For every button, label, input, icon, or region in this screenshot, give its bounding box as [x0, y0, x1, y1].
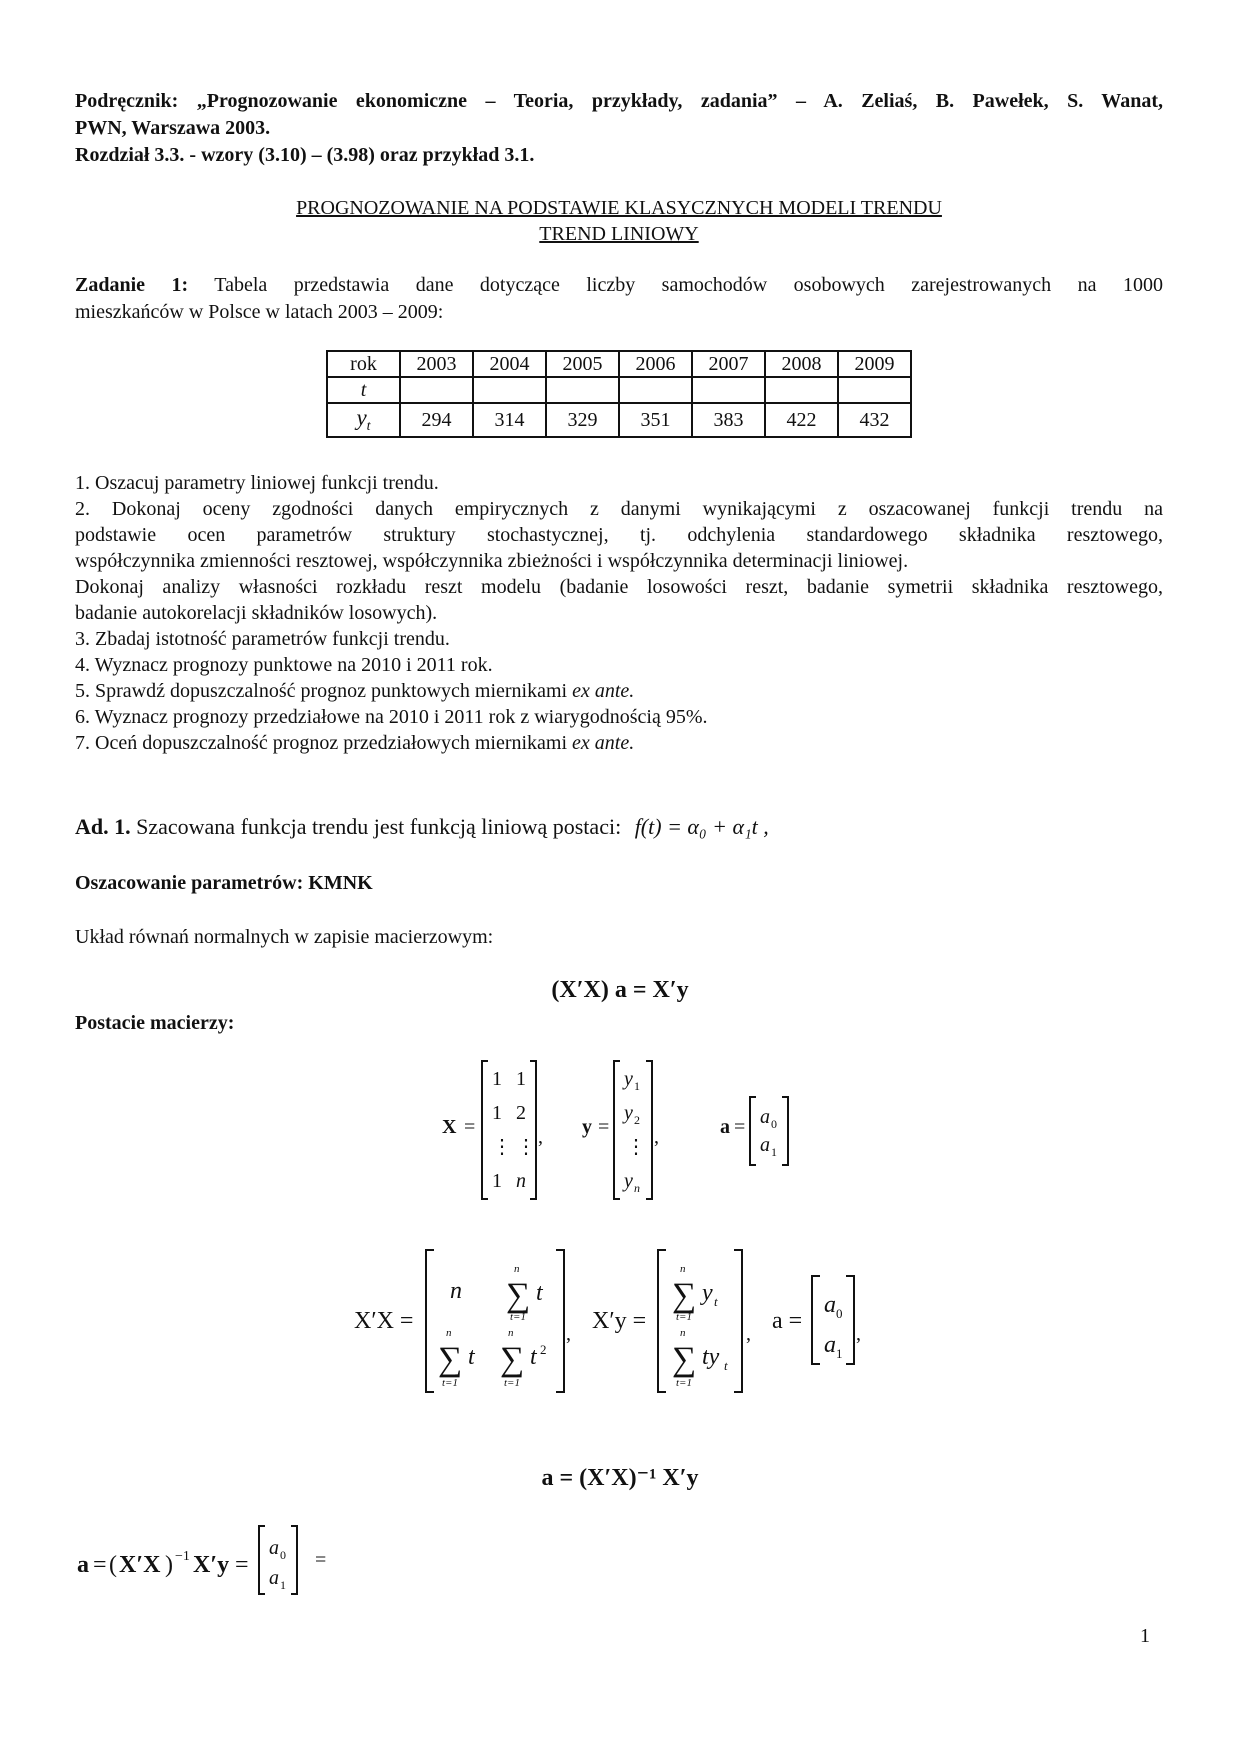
- svg-text:0: 0: [771, 1117, 777, 1131]
- svg-text:): ): [165, 1552, 173, 1578]
- task-item-2b: Dokonaj analizy własności rozkładu reszt modelu (badanie losowości reszt, badanie symetrii składnika resztowego,: [75, 576, 1163, 598]
- task-item-5: 5. Sprawdź dopuszczalność prognoz punktowych miernikami ex ante.: [75, 680, 635, 702]
- svg-text:0: 0: [836, 1306, 843, 1321]
- svg-text:y: y: [624, 1102, 633, 1124]
- svg-text:−1: −1: [175, 1549, 190, 1564]
- table-row-y: [327, 403, 911, 437]
- svg-text:=: =: [235, 1552, 249, 1578]
- svg-text:y: y: [624, 1068, 633, 1090]
- value-cell: 422: [765, 403, 838, 437]
- task-item-2b-cont: badanie autokorelacji składników losowych).: [75, 602, 438, 624]
- svg-text:y: y: [582, 1116, 592, 1138]
- svg-text:a: a: [824, 1292, 836, 1318]
- year-cell: 2008: [765, 351, 838, 377]
- svg-text:n: n: [514, 1263, 520, 1275]
- task-item-4: 4. Wyznacz prognozy punktowe na 2010 i 2011 rok.: [75, 654, 493, 676]
- svg-text:t: t: [468, 1344, 475, 1370]
- svg-text:a: a: [77, 1552, 89, 1578]
- solution-expansion: [75, 1520, 355, 1600]
- moment-matrices: [350, 1240, 870, 1400]
- t-cell: [400, 377, 473, 403]
- svg-text:⋮: ⋮: [516, 1136, 536, 1158]
- table-row-t: [327, 377, 911, 403]
- svg-text:1: 1: [836, 1346, 843, 1361]
- t-cell: [838, 377, 911, 403]
- svg-text:n: n: [450, 1278, 462, 1304]
- svg-text:n: n: [680, 1327, 686, 1339]
- svg-text:t: t: [530, 1344, 537, 1370]
- task-statement: [75, 272, 1163, 326]
- svg-text:=: =: [93, 1552, 107, 1578]
- svg-text:t=1: t=1: [504, 1377, 520, 1389]
- svg-text:1: 1: [634, 1079, 640, 1093]
- task-label: Zadanie 1:: [75, 274, 189, 296]
- svg-text:X′y =: X′y =: [592, 1308, 647, 1334]
- svg-text:∑: ∑: [672, 1277, 697, 1314]
- svg-text:2: 2: [516, 1102, 526, 1124]
- year-cell: 2006: [619, 351, 692, 377]
- svg-text:y: y: [702, 1280, 713, 1306]
- svg-text:,: ,: [746, 1323, 751, 1345]
- svg-text:X′X =: X′X =: [354, 1308, 414, 1334]
- svg-text:2: 2: [540, 1342, 547, 1357]
- t-cell: [692, 377, 765, 403]
- value-cell: 383: [692, 403, 765, 437]
- task-statement-line-2: mieszkańców w Polsce w latach 2003 – 2009:: [75, 301, 444, 323]
- svg-text:X: X: [442, 1116, 457, 1138]
- svg-text:⋮: ⋮: [492, 1136, 512, 1158]
- svg-text:t: t: [724, 1358, 728, 1373]
- task-item-2: 2. Dokonaj oceny zgodności danych empirycznych z danymi wynikającymi z oszacowanej funkcji trendu na: [75, 498, 1163, 520]
- answer-label: Ad. 1.: [75, 814, 131, 839]
- svg-text:=: =: [464, 1116, 476, 1138]
- svg-text:,: ,: [654, 1126, 659, 1148]
- svg-text:,: ,: [856, 1323, 861, 1345]
- reference-line-1: Podręcznik: „Prognozowanie ekonomiczne – Teoria, przykłady, zadania” – A. Zeliaś, B. Pawełek, S. Wanat,: [75, 90, 1163, 112]
- trend-formula: f(t) = α₀ + α₁t ,: [634, 814, 769, 839]
- svg-text:(: (: [109, 1552, 117, 1578]
- svg-text:a: a: [720, 1116, 730, 1138]
- svg-text:1: 1: [771, 1145, 777, 1159]
- t-cell: [546, 377, 619, 403]
- year-cell: 2005: [546, 351, 619, 377]
- svg-text:a: a: [760, 1106, 770, 1128]
- year-cell: 2004: [473, 351, 546, 377]
- svg-text:1: 1: [516, 1068, 526, 1090]
- year-cell: 2007: [692, 351, 765, 377]
- svg-text:0: 0: [280, 1548, 286, 1562]
- svg-text:t: t: [536, 1280, 543, 1306]
- svg-text:X′X: X′X: [119, 1552, 161, 1578]
- svg-text:n: n: [516, 1170, 526, 1192]
- svg-text:X′y: X′y: [193, 1552, 230, 1578]
- task-statement-line-1: Zadanie 1: Tabela przedstawia dane dotyczące liczby samochodów osobowych zarejestrowanych na 1000: [75, 274, 1163, 296]
- svg-text:a =: a =: [772, 1308, 803, 1334]
- svg-text:1: 1: [492, 1068, 502, 1090]
- svg-text:a: a: [269, 1567, 279, 1589]
- svg-text:=: =: [734, 1116, 746, 1138]
- t-cell: [619, 377, 692, 403]
- year-cell: 2009: [838, 351, 911, 377]
- t-cell: [473, 377, 546, 403]
- svg-text:a: a: [760, 1134, 770, 1156]
- page-number: 1: [1140, 1625, 1150, 1647]
- svg-text:n: n: [446, 1327, 452, 1339]
- svg-text:1: 1: [492, 1102, 502, 1124]
- answer-1: [75, 812, 769, 842]
- svg-text:n: n: [634, 1181, 640, 1195]
- row-label-t: t: [327, 377, 400, 403]
- t-cell: [765, 377, 838, 403]
- value-cell: 329: [546, 403, 619, 437]
- svg-text:⋮: ⋮: [626, 1136, 646, 1158]
- svg-text:t=1: t=1: [676, 1311, 692, 1323]
- svg-text:2: 2: [634, 1113, 640, 1127]
- svg-text:y: y: [624, 1170, 633, 1192]
- svg-text:t=1: t=1: [676, 1377, 692, 1389]
- svg-text:,: ,: [566, 1323, 571, 1345]
- matrix-forms-heading: Postacie macierzy:: [75, 1012, 235, 1034]
- row-label-y: $y_t$: [327, 403, 400, 437]
- svg-text:t=1: t=1: [442, 1377, 458, 1389]
- subtitle: TREND LINIOWY: [539, 223, 699, 245]
- reference-line-2: PWN, Warszawa 2003.: [75, 117, 271, 139]
- solution-formula: a = (X′X)⁻¹ X′y: [541, 1465, 699, 1491]
- task-item-3: 3. Zbadaj istotność parametrów funkcji trendu.: [75, 628, 450, 650]
- svg-text:=: =: [598, 1116, 610, 1138]
- value-cell: 432: [838, 403, 911, 437]
- value-cell: 351: [619, 403, 692, 437]
- table-row-year: [327, 351, 911, 377]
- svg-text:n: n: [680, 1263, 686, 1275]
- reference-line-3: Rozdział 3.3. - wzory (3.10) – (3.98) oraz przykład 3.1.: [75, 144, 535, 166]
- task-item-1: 1. Oszacuj parametry liniowej funkcji trendu.: [75, 472, 439, 494]
- matrix-definitions: [430, 1055, 810, 1205]
- svg-text:n: n: [508, 1327, 514, 1339]
- answer-text: Szacowana funkcja trendu jest funkcją liniową postaci:: [136, 814, 622, 839]
- year-cell: 2003: [400, 351, 473, 377]
- normal-equations-formula: (X′X) a = X′y: [551, 977, 689, 1003]
- svg-text:ty: ty: [702, 1344, 720, 1370]
- svg-text:∑: ∑: [506, 1277, 531, 1314]
- svg-text:1: 1: [280, 1578, 286, 1592]
- svg-text:,: ,: [538, 1126, 543, 1148]
- svg-text:1: 1: [492, 1170, 502, 1192]
- svg-text:∑: ∑: [672, 1341, 697, 1378]
- svg-text:a: a: [269, 1537, 279, 1559]
- task-list: [75, 470, 1163, 756]
- svg-text:t: t: [714, 1294, 718, 1309]
- data-table: [326, 350, 912, 438]
- svg-text:a: a: [824, 1332, 836, 1358]
- svg-text:∑: ∑: [438, 1341, 463, 1378]
- main-title: PROGNOZOWANIE NA PODSTAWIE KLASYCZNYCH MODELI TRENDU: [296, 197, 942, 219]
- estimation-heading: Oszacowanie parametrów: KMNK: [75, 872, 373, 894]
- value-cell: 294: [400, 403, 473, 437]
- textbook-reference: [75, 88, 1163, 169]
- svg-text:=: =: [315, 1549, 327, 1571]
- task-item-2-cont: podstawie ocen parametrów struktury stochastycznej, tj. odchylenia standardowego składnika resztowego,: [75, 524, 1163, 546]
- task-item-6: 6. Wyznacz prognozy przedziałowe na 2010 i 2011 rok z wiarygodnością 95%.: [75, 706, 708, 728]
- svg-text:t=1: t=1: [510, 1311, 526, 1323]
- row-label-rok: rok: [327, 351, 400, 377]
- svg-text:∑: ∑: [500, 1341, 525, 1378]
- task-item-7: 7. Oceń dopuszczalność prognoz przedziałowych miernikami ex ante.: [75, 732, 635, 754]
- value-cell: 314: [473, 403, 546, 437]
- normal-equations-text: Układ równań normalnych w zapisie macierzowym:: [75, 926, 494, 948]
- task-item-2-cont: współczynnika zmienności resztowej, współczynnika zbieżności i współczynnika determinacji liniowej.: [75, 550, 909, 572]
